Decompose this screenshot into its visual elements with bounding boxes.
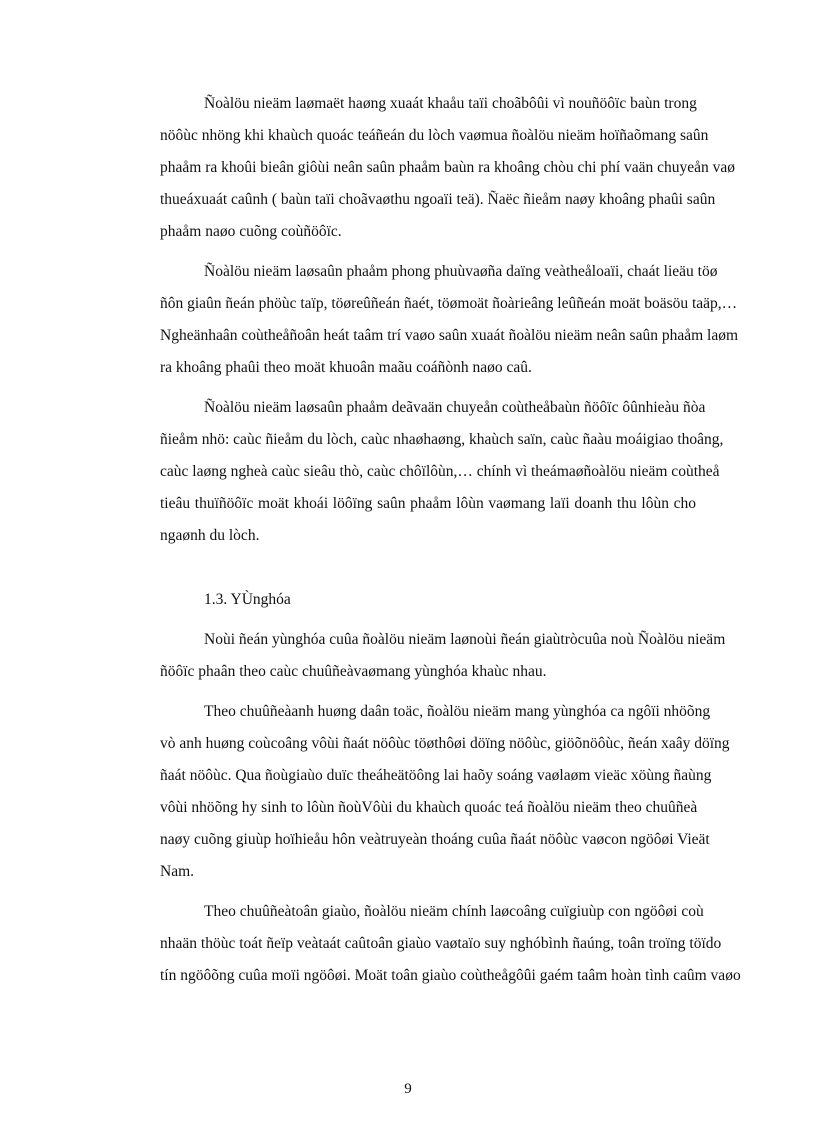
p3-line-1: Ñoàlöu nieäm laøsaûn phaåm deãvaän chuyeån coùtheåbaùn ñöôïc ôûnhieàu ñòa	[204, 399, 706, 416]
p2-line-4: ra khoâng phaûi theo moät khuoân maãu coáñònh naøo caû.	[160, 359, 532, 376]
p3-line-3: caùc laøng ngheà caùc sieâu thò, caùc chôïlôùn,… chính vì theámaøñoàlöu nieäm coùtheå	[160, 463, 720, 480]
p5-line-3: ñaát nöôùc. Qua ñoùgiaùo duïc theáheätöông lai haõy soáng vaølaøm vieäc xöùng ñaùng	[160, 767, 712, 784]
p6-line-2: nhaän thöùc toát ñeïp veàtaát caûtoân giaùo vaøtaïo suy nghóbình ñaúng, toân troïng töïdo	[160, 935, 722, 952]
p5-line-6: Nam.	[160, 863, 195, 880]
p6-line-1: Theo chuûñeàtoân giaùo, ñoàlöu nieäm chính laøcoâng cuïgiuùp con ngöôøi coù	[204, 903, 704, 920]
p1-line-3: phaåm ra khoûi bieân giôùi neân saûn phaåm baùn ra khoâng chòu chi phí vaän chuyeån vaø	[160, 159, 736, 176]
p4-line-1: Noùi ñeán yùnghóa cuûa ñoàlöu nieäm laønoùi ñeán giaùtròcuûa noù Ñoàlöu nieäm	[204, 631, 726, 648]
page-number: 9	[404, 1081, 412, 1097]
p5-line-1: Theo chuûñeàanh huøng daân toäc, ñoàlöu nieäm mang yùnghóa ca ngôïi nhöõng	[204, 703, 711, 720]
p3-line-5: ngaønh du lòch.	[160, 527, 260, 544]
p3-line-4: tieâu thuïñöôïc moät khoái löôïng saûn phaåm lôùn vaømang laïi doanh thu lôùn cho	[160, 495, 696, 512]
p6-line-3: tín ngöôõng cuûa moïi ngöôøi. Moät toân giaùo coùtheågôûi gaém taâm hoàn tình caûm vaøo	[160, 967, 741, 984]
section-heading: 1.3. YÙnghóa	[204, 591, 291, 608]
p5-line-4: vôùi nhöõng hy sinh to lôùn ñoùVôùi du khaùch quoác teá ñoàlöu nieäm theo chuûñeà	[160, 799, 698, 816]
p1-line-4: thueáxuaát caûnh ( baùn taïi choãvaøthu ngoaïi teä). Ñaëc ñieåm naøy khoâng phaûi saûn	[160, 191, 716, 208]
p4-line-2: ñöôïc phaân theo caùc chuûñeàvaømang yùnghóa khaùc nhau.	[160, 663, 547, 680]
p3-line-2: ñieåm nhö: caùc ñieåm du lòch, caùc nhaøhaøng, khaùch saïn, caùc ñaàu moáigiao thoâng,	[160, 431, 724, 448]
p1-line-1: Ñoàlöu nieäm laømaët haøng xuaát khaåu taïi choãbôûi vì nouñöôïc baùn trong	[204, 95, 697, 112]
p5-line-2: vò anh huøng coùcoâng vôùi ñaát nöôùc töøthôøi döïng nöôùc, giöõnöôùc, ñeán xaây döïng	[160, 735, 730, 752]
p1-line-5: phaåm naøo cuõng coùñöôïc.	[160, 223, 342, 240]
p2-line-1: Ñoàlöu nieäm laøsaûn phaåm phong phuùvaøña daïng veàtheåloaïi, chaát lieäu töø	[204, 263, 718, 280]
p1-line-2: nöôùc nhöng khi khaùch quoác teáñeán du lòch vaømua ñoàlöu nieäm hoïñaõmang saûn	[160, 127, 709, 144]
p2-line-2: ñôn giaûn ñeán phöùc taïp, töøreûñeán ñaét, töømoät ñoàrieâng leûñeán moät boäsöu taäp,…	[160, 295, 738, 312]
p5-line-5: naøy cuõng giuùp hoïhieåu hôn veàtruyeàn thoáng cuûa ñaát nöôùc vaøcon ngöôøi Vieät	[160, 831, 710, 848]
p2-line-3: Ngheänhaân coùtheåñoân heát taâm trí vaøo saûn xuaát ñoàlöu nieäm neân saûn phaåm laøm	[160, 327, 739, 344]
